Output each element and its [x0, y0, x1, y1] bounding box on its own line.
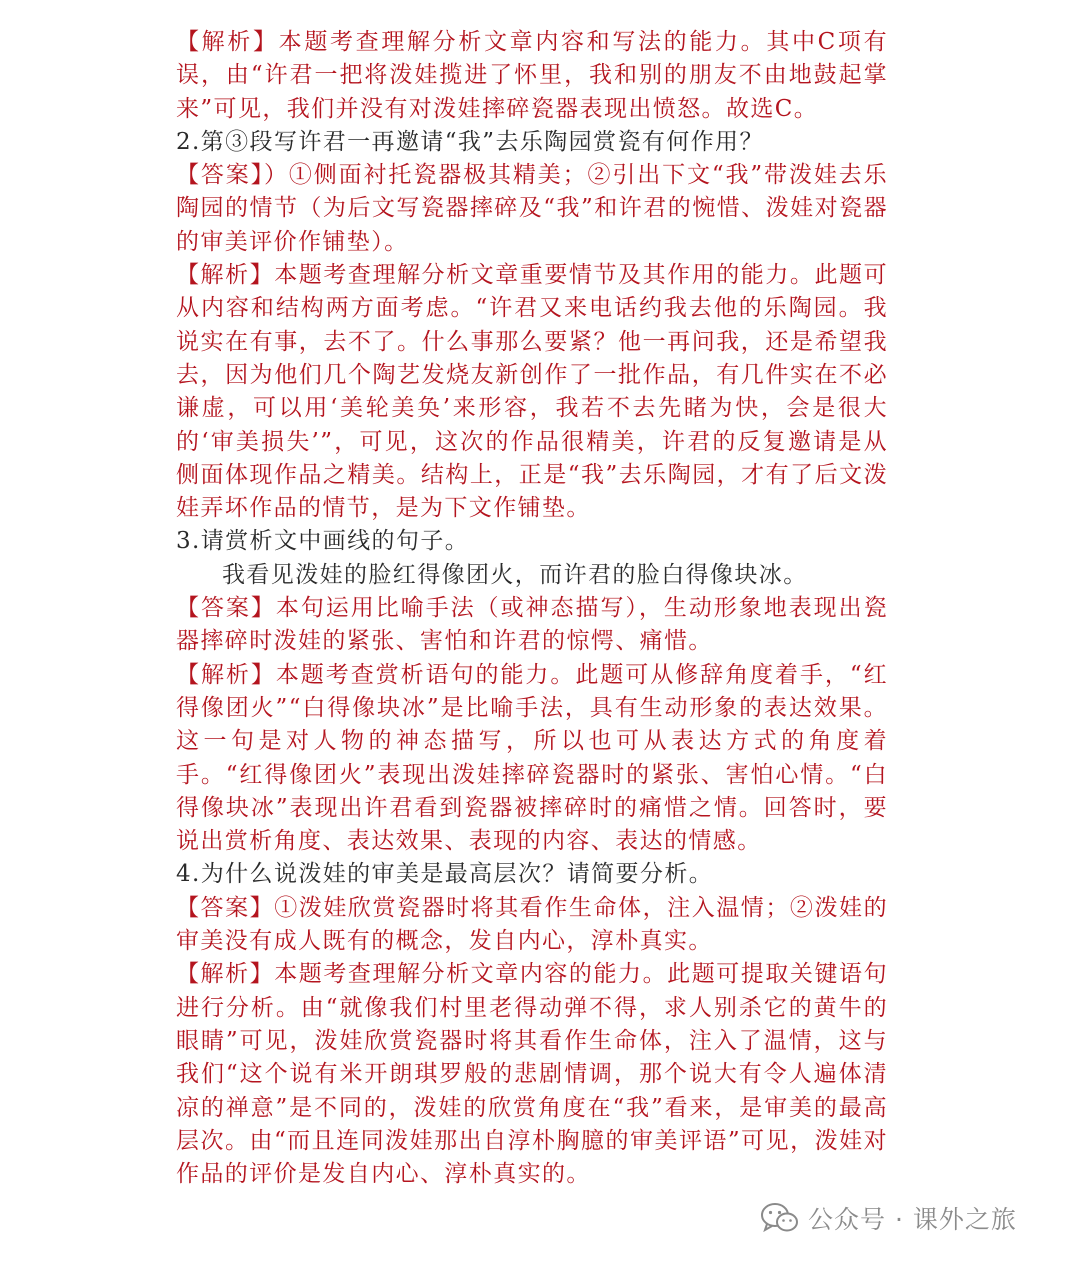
q2-question: 2.第③段写许君一再邀请“我”去乐陶园赏瓷有何作用？	[176, 128, 764, 155]
q4-answer: 【答案】①泼娃欣赏瓷器时将其看作生命体，注入温情；②泼娃的审美没有成人既有的概念，发自内心，淳朴真实。	[176, 894, 888, 955]
q3-question: 3.请赏析文中画线的句子。	[176, 528, 470, 555]
q1-analysis: 【解析】本题考查理解分析文章内容和写法的能力。其中C项有误，由“许君一把将泼娃揽进了怀里，我和别的朋友不由地鼓起掌来”可见，我们并没有对泼娃摔碎瓷器表现出愤怒。故选C。	[176, 29, 888, 122]
q3-analysis: 【解析】本题考查赏析语句的能力。此题可从修辞角度着手，“红得像团火”“白得像块冰”是比喻手法，具有生动形象的表达效果。这一句是对人物的神态描写，所以也可从表达方式的角度着手。“红得像团火”表现出泼娃摔碎瓷器时的紧张、害怕心情。“白得像块冰”表现出许君看到瓷器被摔碎时的痛惜之情。回答时，要说出赏析角度、表达效果、表现的内容、表达的情感。	[176, 661, 888, 855]
q3-quote: 我看见泼娃的脸红得像团火，而许君的脸白得像块冰。	[222, 561, 808, 588]
document-page	[176, 26, 888, 1191]
q4-analysis: 【解析】本题考查理解分析文章内容的能力。此题可提取关键语句进行分析。由“就像我们村里老得动弹不得，求人别杀它的黄牛的眼睛”可见，泼娃欣赏瓷器时将其看作生命体，注入了温情，这与我们“这个说有米开朗琪罗般的悲剧情调，那个说大有令人遍体清凉的禅意”是不同的，泼娃的欣赏角度在“我”看来，是审美的最高层次。由“而且连同泼娃那出自淳朴胸臆的审美评语”可见，泼娃对作品的评价是发自内心、淳朴真实的。	[176, 961, 888, 1188]
q3-answer: 【答案】本句运用比喻手法（或神态描写），生动形象地表现出瓷器摔碎时泼娃的紧张、害怕和许君的惊愕、痛惜。	[176, 595, 888, 655]
q2-analysis: 【解析】本题考查理解分析文章重要情节及其作用的能力。此题可从内容和结构两方面考虑。“许君又来电话约我去他的乐陶园。我说实在有事，去不了。什么事那么要紧？他一再问我，还是希望我去，因为他们几个陶艺发烧友新创作了一批作品，有几件实在不必谦虚，可以用‘美轮美奂’来形容，我若不去先睹为快，会是很大的‘审美损失’”，可见，这次的作品很精美，许君的反复邀请是从侧面体现作品之精美。结构上，正是“我”去乐陶园，才有了后文泼娃弄坏作品的情节，是为下文作铺垫。	[176, 262, 888, 522]
wechat-watermark	[760, 1196, 1017, 1240]
q2-answer: 【答案】）①侧面衬托瓷器极其精美；②引出下文“我”带泼娃去乐陶园的情节（为后文写瓷器摔碎及“我”和许君的惋惜、泼娃对瓷器的审美评价作铺垫）。	[176, 162, 888, 255]
wechat-icon	[760, 1201, 800, 1235]
watermark-text: 公众号 · 课外之旅	[808, 1205, 1017, 1234]
q4-question: 4.为什么说泼娃的审美是最高层次？请简要分析。	[176, 861, 714, 888]
